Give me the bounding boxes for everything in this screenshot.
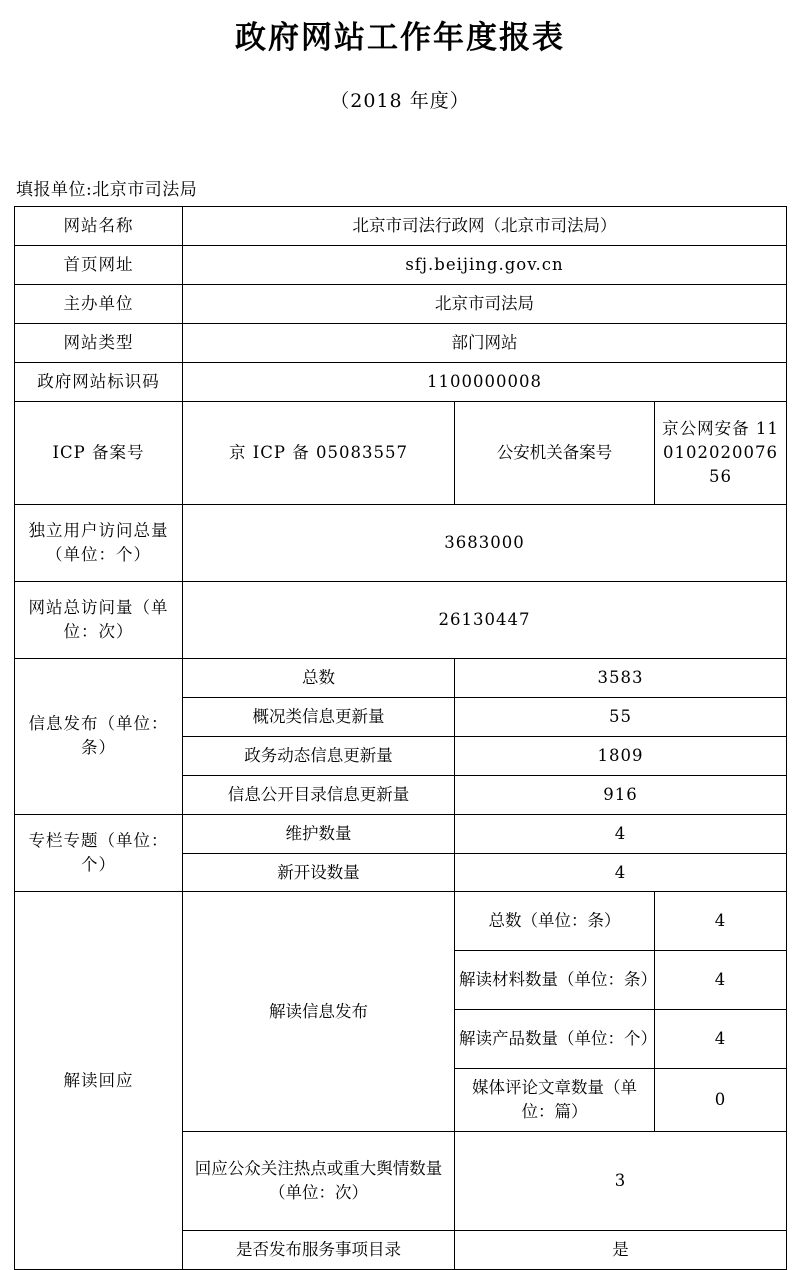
reporting-unit: 填报单位:北京市司法局 xyxy=(16,180,198,201)
table-row xyxy=(15,207,787,246)
row-label-unique-users: 独立用户访问总量（单位：个） xyxy=(15,504,183,581)
row-sublabel-interpret-publish: 解读信息发布 xyxy=(183,892,455,1132)
table-row xyxy=(15,401,787,504)
row-value-interpret-product: 4 xyxy=(655,1010,787,1069)
row-value-site-code: 1100000008 xyxy=(183,362,787,401)
table-row xyxy=(15,324,787,363)
row-label-site-name: 网站名称 xyxy=(15,207,183,246)
row-label-police-record: 公安机关备案号 xyxy=(455,401,655,504)
row-sublabel-service-catalog: 是否发布服务事项目录 xyxy=(183,1231,455,1270)
table-row xyxy=(15,285,787,324)
row-label-total-visits: 网站总访问量（单位：次） xyxy=(15,581,183,658)
row-value-home-url: sfj.beijing.gov.cn xyxy=(183,246,787,285)
row-value-interpret-material: 4 xyxy=(655,951,787,1010)
row-value-interpret-total: 4 xyxy=(655,892,787,951)
row-value-interpret-media: 0 xyxy=(655,1069,787,1132)
row-value-info-catalog: 916 xyxy=(455,775,787,814)
row-sublabel-interpret-material: 解读材料数量（单位：条） xyxy=(455,951,655,1010)
row-value-columns-maintain: 4 xyxy=(455,814,787,853)
row-sublabel-interpret-total: 总数（单位：条） xyxy=(455,892,655,951)
row-sublabel-info-dynamic: 政务动态信息更新量 xyxy=(183,736,455,775)
row-sublabel-columns-maintain: 维护数量 xyxy=(183,814,455,853)
table-row xyxy=(15,504,787,581)
annual-report-table xyxy=(14,206,787,1270)
row-sublabel-interpret-media: 媒体评论文章数量（单位：篇） xyxy=(455,1069,655,1132)
row-label-host-unit: 主办单位 xyxy=(15,285,183,324)
row-value-hotspot: 3 xyxy=(455,1132,787,1231)
page-title: 政府网站工作年度报表 xyxy=(235,20,565,56)
row-value-service-catalog: 是 xyxy=(455,1231,787,1270)
row-sublabel-hotspot: 回应公众关注热点或重大舆情数量（单位：次） xyxy=(183,1132,455,1231)
row-label-columns: 专栏专题（单位：个） xyxy=(15,814,183,892)
row-sublabel-interpret-product: 解读产品数量（单位：个） xyxy=(455,1010,655,1069)
row-value-site-type: 部门网站 xyxy=(183,324,787,363)
row-label-info-publish: 信息发布（单位：条） xyxy=(15,658,183,814)
row-value-total-visits: 26130447 xyxy=(183,581,787,658)
row-value-info-overview: 55 xyxy=(455,697,787,736)
row-value-site-name: 北京市司法行政网（北京市司法局） xyxy=(183,207,787,246)
table-row xyxy=(15,362,787,401)
row-value-info-total: 3583 xyxy=(455,658,787,697)
row-sublabel-info-overview: 概况类信息更新量 xyxy=(183,697,455,736)
row-value-police-record: 京公网安备 11010202007656 xyxy=(655,401,787,504)
document-page xyxy=(0,18,800,1270)
table-row xyxy=(15,658,787,697)
row-label-site-type: 网站类型 xyxy=(15,324,183,363)
row-label-interpret: 解读回应 xyxy=(15,892,183,1270)
table-row xyxy=(15,246,787,285)
row-value-info-dynamic: 1809 xyxy=(455,736,787,775)
row-label-icp: ICP 备案号 xyxy=(15,401,183,504)
table-row xyxy=(15,892,787,951)
row-sublabel-info-catalog: 信息公开目录信息更新量 xyxy=(183,775,455,814)
table-row xyxy=(15,814,787,853)
row-value-host-unit: 北京市司法局 xyxy=(183,285,787,324)
row-label-home-url: 首页网址 xyxy=(15,246,183,285)
row-sublabel-info-total: 总数 xyxy=(183,658,455,697)
row-value-unique-users: 3683000 xyxy=(183,504,787,581)
row-label-site-code: 政府网站标识码 xyxy=(15,362,183,401)
row-value-icp: 京 ICP 备 05083557 xyxy=(183,401,455,504)
page-subtitle: （2018 年度） xyxy=(330,90,470,113)
row-sublabel-columns-new: 新开设数量 xyxy=(183,853,455,892)
table-row xyxy=(15,581,787,658)
row-value-columns-new: 4 xyxy=(455,853,787,892)
